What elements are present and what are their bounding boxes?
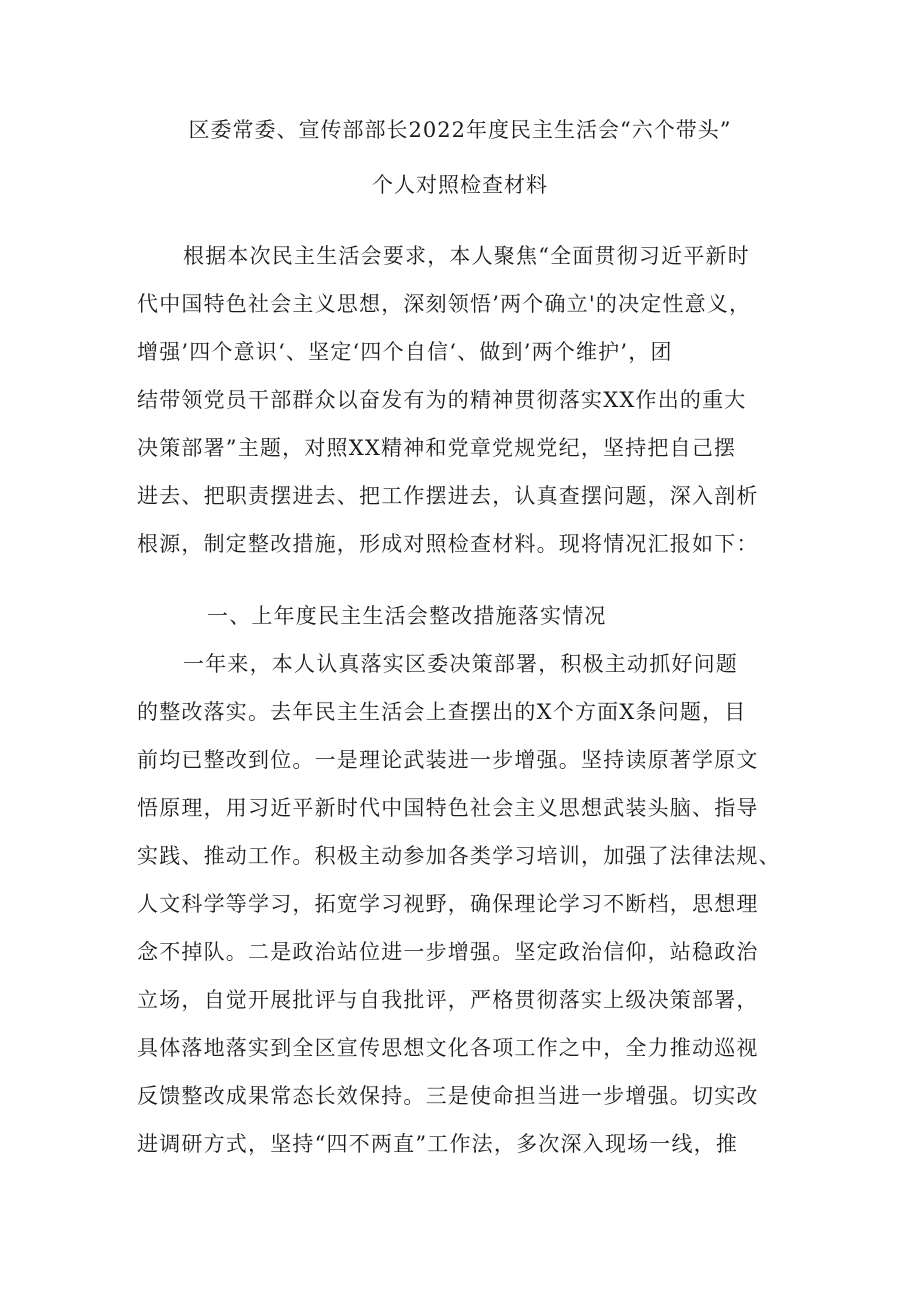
paragraph-line: 代中国特色社会主义思想，深刻领悟’两个确立'的决定性意义， [137, 292, 752, 316]
paragraph-line: 结带领党员干部群众以奋发有为的精神贯彻落实XX作出的重大 [137, 388, 747, 412]
intro-paragraph [137, 232, 797, 568]
paragraph-line: 悟原理，用习近平新时代中国特色社会主义思想武装头脑、指导 [137, 796, 759, 820]
paragraph-line: 念不掉队。二是政治站位进一步增强。坚定政治信仰，站稳政治 [137, 940, 759, 964]
paragraph-line: 立场，自觉开展批评与自我批评，严格贯彻落实上级决策部署， [137, 988, 759, 1012]
paragraph-line: 增强’四个意识‘、坚定‘四个自信‘、做到’两个维护’，团 [137, 340, 673, 364]
paragraph-line: 的整改落实。去年民主生活会上查摆出的X个方面X条问题，目 [137, 700, 747, 724]
paragraph-line: 根据本次民主生活会要求，本人聚焦“全面贯彻习近平新时 [183, 244, 750, 268]
document-title-line-1: 区委常委、宣传部部长2022年度民主生活会“六个带头” [188, 118, 732, 142]
paragraph-line: 实践、推动工作。积极主动参加各类学习培训，加强了法律法规、 [137, 844, 781, 868]
paragraph-line: 人文科学等学习，拓宽学习视野，确保理论学习不断档，思想理 [137, 892, 759, 916]
paragraph-line: 具体落地落实到全区宣传思想文化各项工作之中，全力推动巡视 [137, 1036, 759, 1060]
paragraph-line: 进调研方式，坚持“四不两直”工作法，多次深入现场一线，推 [137, 1132, 739, 1156]
paragraph-line: 前均已整改到位。一是理论武装进一步增强。坚持读原著学原文 [137, 748, 759, 772]
section-heading [137, 592, 797, 640]
paragraph-line: 根源，制定整改措施，形成对照检查材料。现将情况汇报如下： [137, 532, 759, 556]
paragraph-line: 进去、把职责摆进去、把工作摆进去，认真查摆问题，深入剖析 [137, 484, 759, 508]
paragraph-line: 反馈整改成果常态长效保持。三是使命担当进一步增强。切实改 [137, 1084, 759, 1108]
section-paragraph [137, 640, 797, 1168]
paragraph-line: 一年来，本人认真落实区委决策部署，积极主动抓好问题 [183, 652, 738, 676]
paragraph-line: 决策部署”主题，对照XX精神和党章党规党纪，坚持把自己摆 [137, 436, 737, 460]
section-heading-text: 一、上年度民主生活会整改措施落实情况 [207, 604, 607, 628]
document-title-line-2: 个人对照检查材料 [372, 173, 548, 197]
